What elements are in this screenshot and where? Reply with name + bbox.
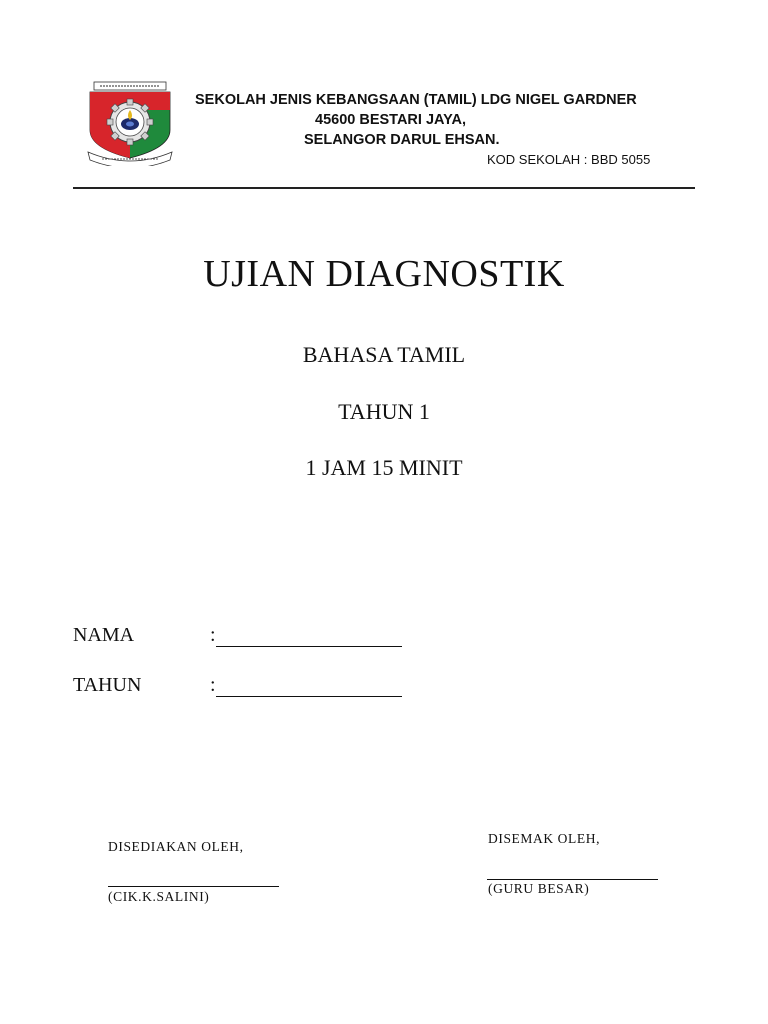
exam-subject: BAHASA TAMIL <box>302 342 466 367</box>
year-field[interactable] <box>210 674 402 697</box>
checked-by-label: DISEMAK OLEH, <box>488 831 601 846</box>
school-crest-icon <box>84 80 176 166</box>
prepared-by-name: (CIK.K.SALINI) <box>108 889 210 904</box>
prepared-by-label: DISEDIAKAN OLEH, <box>108 839 244 854</box>
name-blank-line[interactable] <box>216 624 402 647</box>
name-separator: : <box>210 624 216 646</box>
year-label: TAHUN <box>73 674 142 696</box>
header-divider <box>73 187 695 189</box>
prepared-by-signature-line <box>108 886 279 887</box>
exam-duration: 1 JAM 15 MINIT <box>305 455 463 480</box>
name-field[interactable] <box>210 624 402 647</box>
checked-by-name: (GURU BESAR) <box>488 881 590 896</box>
school-address-line1: 45600 BESTARI JAYA, <box>315 112 466 128</box>
name-label: NAMA <box>73 624 135 646</box>
school-name: SEKOLAH JENIS KEBANGSAAN (TAMIL) LDG NIGEL GARDNER <box>195 92 637 108</box>
checked-by-signature-line <box>487 879 658 880</box>
exam-title: UJIAN DIAGNOSTIK <box>203 253 565 295</box>
year-blank-line[interactable] <box>216 674 402 697</box>
exam-year: TAHUN 1 <box>338 399 430 424</box>
school-address-line2: SELANGOR DARUL EHSAN. <box>304 132 500 148</box>
school-code: KOD SEKOLAH : BBD 5055 <box>487 152 651 167</box>
year-separator: : <box>210 674 216 696</box>
